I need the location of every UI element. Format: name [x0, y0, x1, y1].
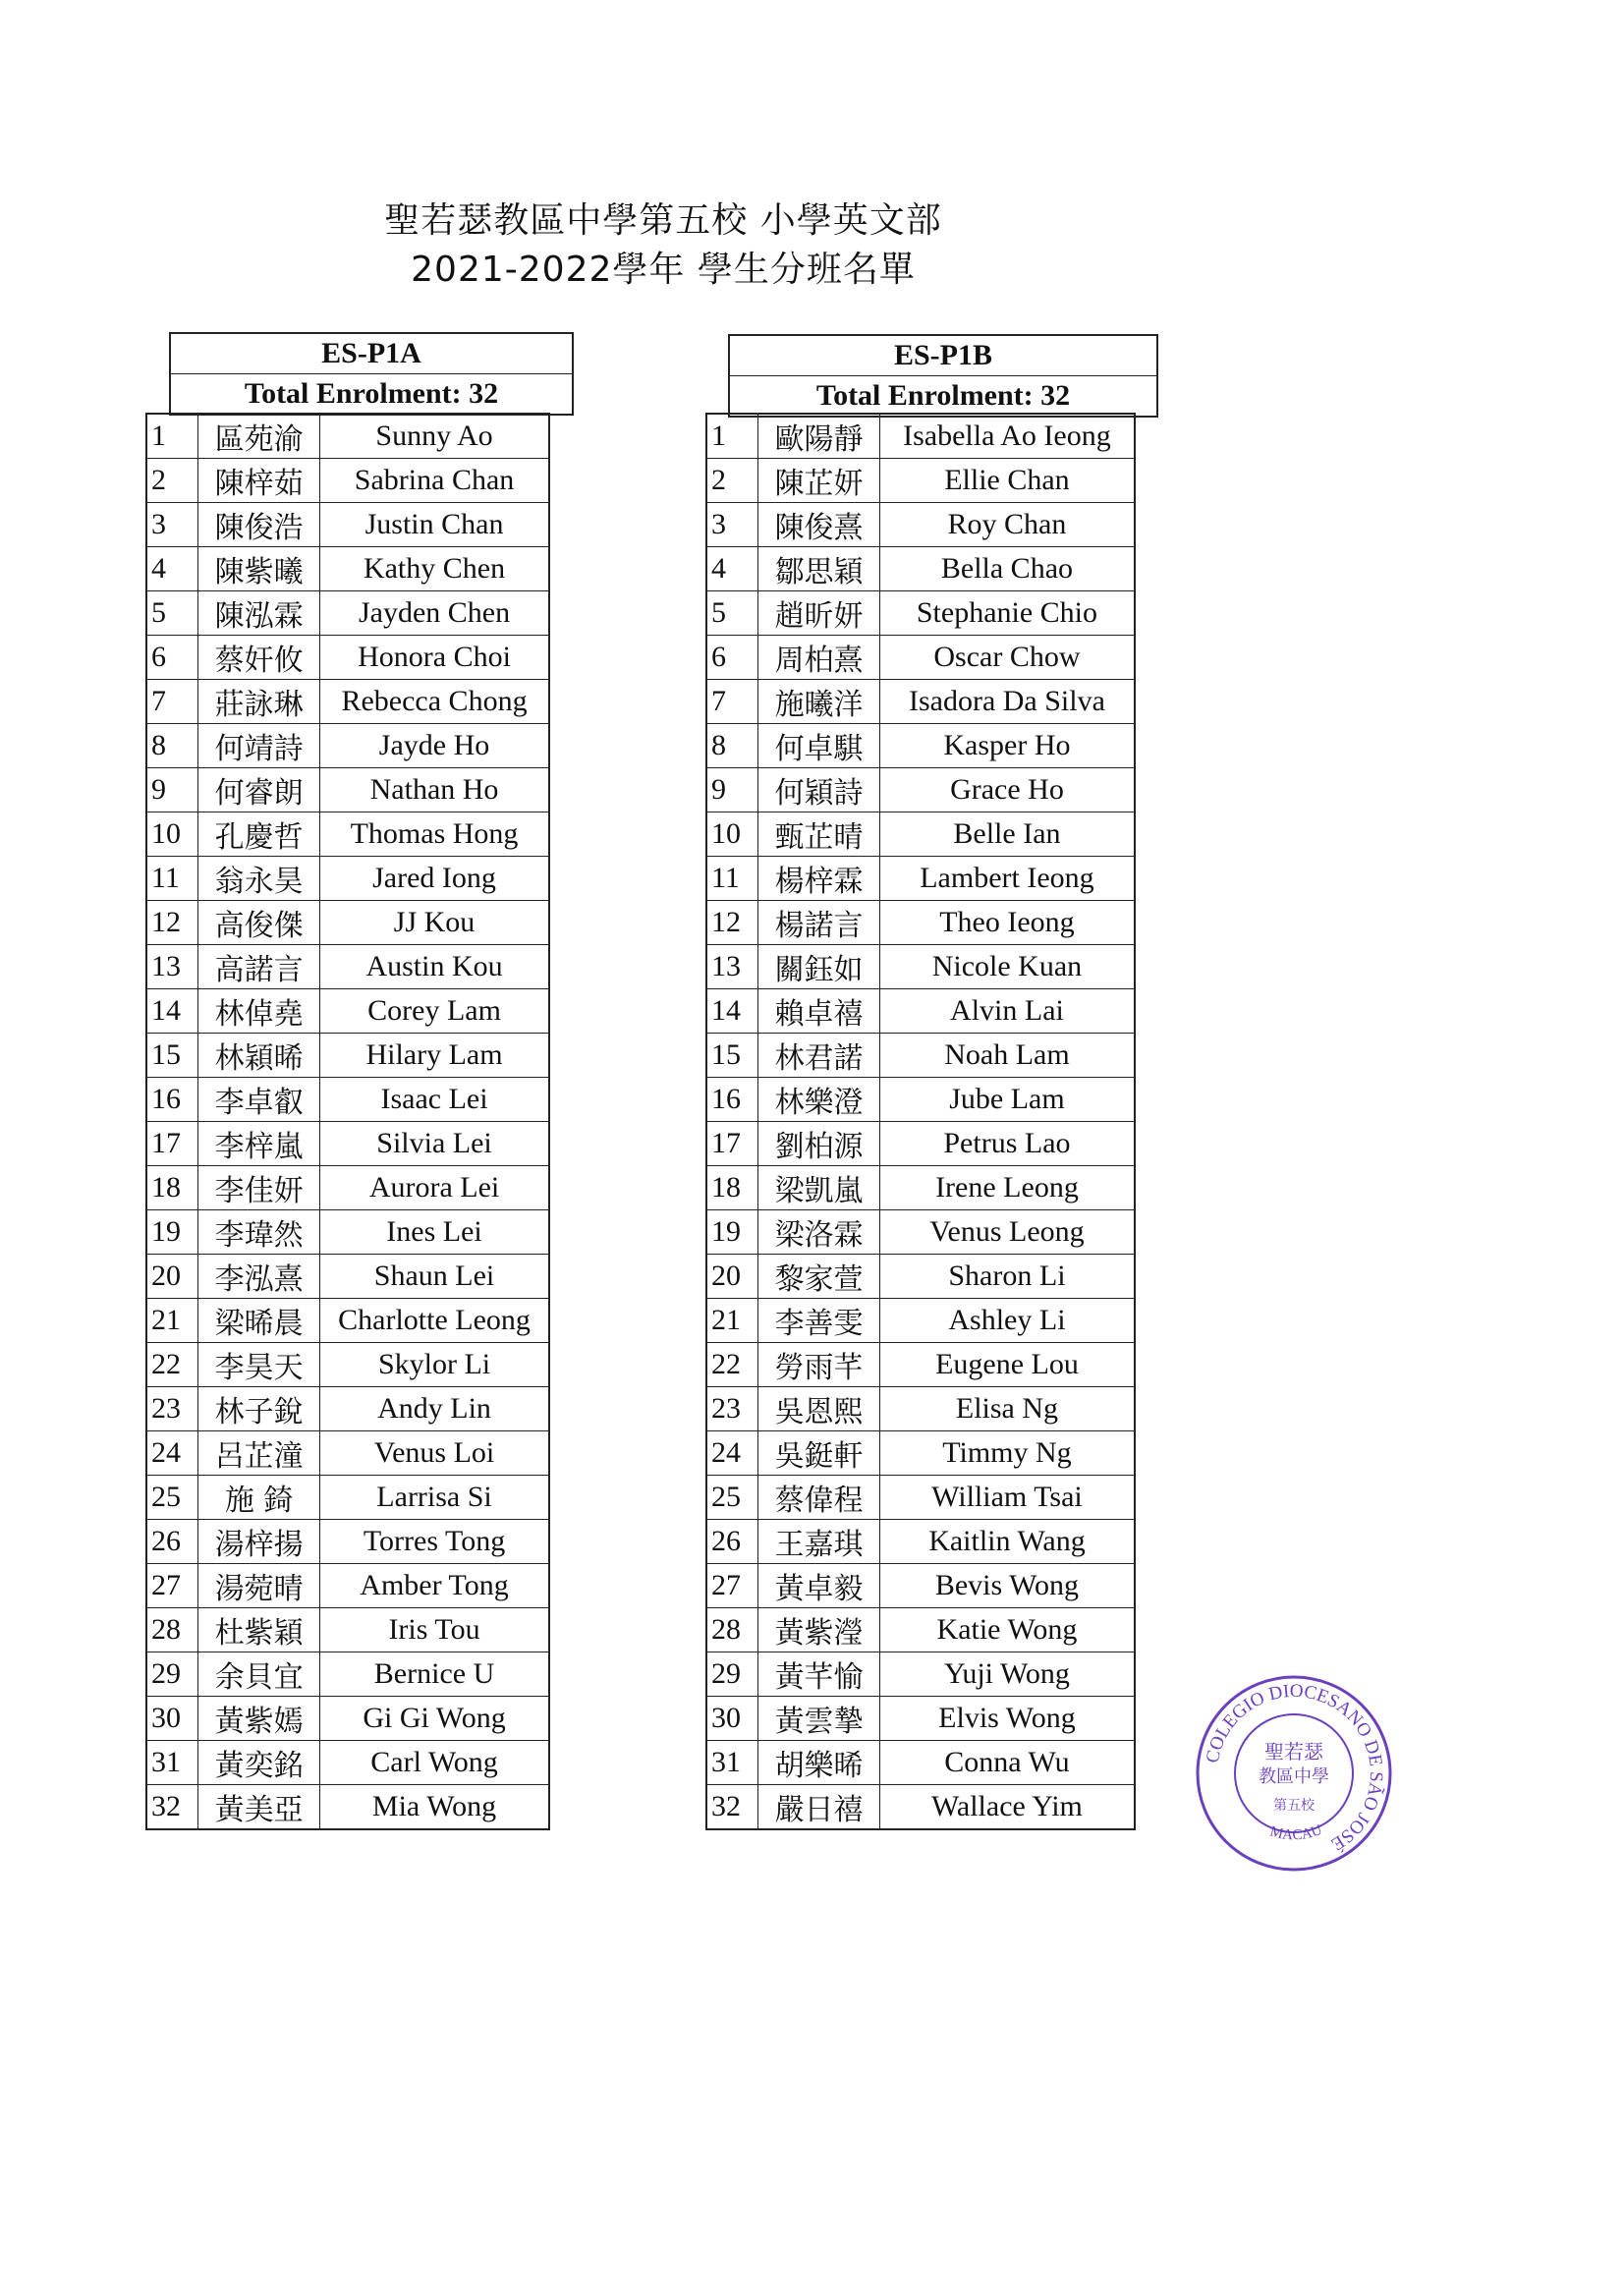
- student-number: 26: [706, 1520, 758, 1564]
- class-b-name: ES-P1B: [729, 335, 1157, 376]
- student-number: 17: [146, 1122, 198, 1166]
- student-number: 27: [146, 1564, 198, 1608]
- table-row: [706, 1255, 1135, 1299]
- student-chinese-name: 何睿朗: [198, 768, 320, 812]
- table-row: [706, 1299, 1135, 1343]
- page-title-line-1: 聖若瑟教區中學第五校 小學英文部: [384, 200, 942, 241]
- student-number: 20: [146, 1255, 198, 1299]
- table-row: [146, 1608, 549, 1652]
- student-chinese-name: 蔡奸攸: [198, 636, 320, 680]
- student-number: 15: [146, 1034, 198, 1078]
- table-row: [146, 459, 549, 503]
- student-english-name: Andy Lin: [320, 1387, 549, 1431]
- class-a-student-list: [146, 414, 549, 1829]
- student-chinese-name: 黃紫嫣: [198, 1697, 320, 1741]
- table-row: [706, 636, 1135, 680]
- class-b-header-table: [728, 334, 1158, 418]
- student-english-name: Isadora Da Silva: [879, 680, 1135, 724]
- student-chinese-name: 梁晞晨: [198, 1299, 320, 1343]
- student-english-name: Sabrina Chan: [320, 459, 549, 503]
- student-chinese-name: 趙昕妍: [758, 591, 880, 636]
- student-number: 1: [146, 414, 198, 459]
- student-chinese-name: 劉柏源: [758, 1122, 880, 1166]
- student-english-name: Isabella Ao Ieong: [879, 414, 1135, 459]
- student-english-name: Belle Ian: [879, 812, 1135, 857]
- student-english-name: Katie Wong: [879, 1608, 1135, 1652]
- student-english-name: Conna Wu: [879, 1741, 1135, 1785]
- student-chinese-name: 甄芷晴: [758, 812, 880, 857]
- student-chinese-name: 黃卓毅: [758, 1564, 880, 1608]
- student-chinese-name: 陳俊浩: [198, 503, 320, 547]
- student-chinese-name: 嚴日禧: [758, 1785, 880, 1830]
- school-seal-stamp: [1191, 1670, 1397, 1876]
- student-number: 23: [706, 1387, 758, 1431]
- student-chinese-name: 李善雯: [758, 1299, 880, 1343]
- student-number: 22: [146, 1343, 198, 1387]
- student-chinese-name: 歐陽靜: [758, 414, 880, 459]
- table-row: [706, 901, 1135, 945]
- table-row: [146, 1210, 549, 1255]
- student-english-name: Nicole Kuan: [879, 945, 1135, 989]
- student-chinese-name: 楊梓霖: [758, 857, 880, 901]
- student-number: 25: [706, 1476, 758, 1520]
- student-english-name: Sunny Ao: [320, 414, 549, 459]
- student-english-name: Timmy Ng: [879, 1431, 1135, 1476]
- student-number: 24: [146, 1431, 198, 1476]
- student-number: 20: [706, 1255, 758, 1299]
- student-english-name: Bernice U: [320, 1652, 549, 1697]
- student-chinese-name: 蔡偉程: [758, 1476, 880, 1520]
- student-chinese-name: 何靖詩: [198, 724, 320, 768]
- student-chinese-name: 黃奕銘: [198, 1741, 320, 1785]
- student-chinese-name: 黎家萱: [758, 1255, 880, 1299]
- student-english-name: Silvia Lei: [320, 1122, 549, 1166]
- student-english-name: Wallace Yim: [879, 1785, 1135, 1830]
- table-row: [706, 945, 1135, 989]
- student-chinese-name: 楊諾言: [758, 901, 880, 945]
- student-number: 15: [706, 1034, 758, 1078]
- student-english-name: Yuji Wong: [879, 1652, 1135, 1697]
- student-english-name: Thomas Hong: [320, 812, 549, 857]
- table-row: [146, 1078, 549, 1122]
- student-chinese-name: 何卓騏: [758, 724, 880, 768]
- student-chinese-name: 李泓熹: [198, 1255, 320, 1299]
- student-number: 6: [146, 636, 198, 680]
- table-row: [146, 857, 549, 901]
- student-english-name: Jube Lam: [879, 1078, 1135, 1122]
- student-english-name: Shaun Lei: [320, 1255, 549, 1299]
- student-chinese-name: 李昊天: [198, 1343, 320, 1387]
- student-chinese-name: 周柏熹: [758, 636, 880, 680]
- class-a-name: ES-P1A: [170, 333, 573, 374]
- student-number: 27: [706, 1564, 758, 1608]
- table-row: [706, 547, 1135, 591]
- seal-inner-line-3: 第五校: [1273, 1798, 1315, 1814]
- student-english-name: Nathan Ho: [320, 768, 549, 812]
- student-number: 21: [706, 1299, 758, 1343]
- student-chinese-name: 陳紫曦: [198, 547, 320, 591]
- student-chinese-name: 高諾言: [198, 945, 320, 989]
- student-chinese-name: 何穎詩: [758, 768, 880, 812]
- student-chinese-name: 林倬堯: [198, 989, 320, 1034]
- student-chinese-name: 黃美亞: [198, 1785, 320, 1830]
- student-number: 29: [146, 1652, 198, 1697]
- table-row: [146, 547, 549, 591]
- student-number: 3: [146, 503, 198, 547]
- student-english-name: Ashley Li: [879, 1299, 1135, 1343]
- student-number: 31: [706, 1741, 758, 1785]
- student-english-name: Skylor Li: [320, 1343, 549, 1387]
- student-english-name: Roy Chan: [879, 503, 1135, 547]
- class-a-total: Total Enrolment: 32: [170, 374, 573, 416]
- table-row: [146, 901, 549, 945]
- student-english-name: Bella Chao: [879, 547, 1135, 591]
- student-chinese-name: 陳泓霖: [198, 591, 320, 636]
- student-chinese-name: 梁凱嵐: [758, 1166, 880, 1210]
- student-english-name: Rebecca Chong: [320, 680, 549, 724]
- student-chinese-name: 湯梓揚: [198, 1520, 320, 1564]
- student-number: 13: [706, 945, 758, 989]
- student-english-name: Ellie Chan: [879, 459, 1135, 503]
- student-chinese-name: 林穎晞: [198, 1034, 320, 1078]
- student-number: 10: [706, 812, 758, 857]
- student-english-name: Justin Chan: [320, 503, 549, 547]
- table-row: [146, 1122, 549, 1166]
- student-chinese-name: 陳梓茹: [198, 459, 320, 503]
- student-number: 8: [706, 724, 758, 768]
- seal-bottom-text: MACAU: [1267, 1821, 1324, 1844]
- student-chinese-name: 鄒思穎: [758, 547, 880, 591]
- student-chinese-name: 吳鋌軒: [758, 1431, 880, 1476]
- table-row: [706, 1431, 1135, 1476]
- student-chinese-name: 高俊傑: [198, 901, 320, 945]
- student-english-name: Larrisa Si: [320, 1476, 549, 1520]
- table-row: [706, 414, 1135, 459]
- student-english-name: Kaitlin Wang: [879, 1520, 1135, 1564]
- student-number: 29: [706, 1652, 758, 1697]
- student-number: 9: [706, 768, 758, 812]
- student-number: 23: [146, 1387, 198, 1431]
- student-chinese-name: 陳芷妍: [758, 459, 880, 503]
- seal-ring-text: COLEGIO DIOCESANO DE SÃO JOSÉ: [1202, 1680, 1387, 1855]
- table-row: [146, 1166, 549, 1210]
- student-english-name: Stephanie Chio: [879, 591, 1135, 636]
- student-chinese-name: 林君諾: [758, 1034, 880, 1078]
- student-number: 11: [146, 857, 198, 901]
- table-row: [146, 1476, 549, 1520]
- student-english-name: Bevis Wong: [879, 1564, 1135, 1608]
- class-b-student-table: [705, 413, 1136, 1830]
- student-chinese-name: 勞雨芊: [758, 1343, 880, 1387]
- student-english-name: Noah Lam: [879, 1034, 1135, 1078]
- student-chinese-name: 李瑋然: [198, 1210, 320, 1255]
- student-chinese-name: 李梓嵐: [198, 1122, 320, 1166]
- student-chinese-name: 黃芊愉: [758, 1652, 880, 1697]
- table-row: [146, 414, 549, 459]
- student-number: 14: [706, 989, 758, 1034]
- student-chinese-name: 莊詠琳: [198, 680, 320, 724]
- student-english-name: Elvis Wong: [879, 1697, 1135, 1741]
- student-number: 12: [706, 901, 758, 945]
- student-number: 12: [146, 901, 198, 945]
- class-b-total: Total Enrolment: 32: [729, 376, 1157, 418]
- student-number: 22: [706, 1343, 758, 1387]
- student-number: 7: [706, 680, 758, 724]
- student-english-name: Grace Ho: [879, 768, 1135, 812]
- student-number: 1: [706, 414, 758, 459]
- student-chinese-name: 林子銳: [198, 1387, 320, 1431]
- student-number: 25: [146, 1476, 198, 1520]
- student-chinese-name: 施曦洋: [758, 680, 880, 724]
- student-english-name: Honora Choi: [320, 636, 549, 680]
- student-chinese-name: 賴卓禧: [758, 989, 880, 1034]
- table-row: [706, 857, 1135, 901]
- student-chinese-name: 翁永昊: [198, 857, 320, 901]
- student-chinese-name: 李佳妍: [198, 1166, 320, 1210]
- student-number: 2: [146, 459, 198, 503]
- student-number: 7: [146, 680, 198, 724]
- table-row: [706, 503, 1135, 547]
- student-english-name: Venus Leong: [879, 1210, 1135, 1255]
- table-row: [706, 1608, 1135, 1652]
- student-english-name: Amber Tong: [320, 1564, 549, 1608]
- student-chinese-name: 關鈺如: [758, 945, 880, 989]
- student-english-name: Alvin Lai: [879, 989, 1135, 1034]
- student-english-name: Eugene Lou: [879, 1343, 1135, 1387]
- student-number: 3: [706, 503, 758, 547]
- student-english-name: Venus Loi: [320, 1431, 549, 1476]
- table-row: [146, 1034, 549, 1078]
- table-row: [706, 1387, 1135, 1431]
- student-number: 9: [146, 768, 198, 812]
- table-row: [146, 1652, 549, 1697]
- student-number: 5: [146, 591, 198, 636]
- student-english-name: Gi Gi Wong: [320, 1697, 549, 1741]
- student-number: 19: [706, 1210, 758, 1255]
- table-row: [146, 503, 549, 547]
- table-row: [146, 591, 549, 636]
- student-chinese-name: 胡樂晞: [758, 1741, 880, 1785]
- student-number: 5: [706, 591, 758, 636]
- student-number: 16: [146, 1078, 198, 1122]
- table-row: [706, 680, 1135, 724]
- student-number: 31: [146, 1741, 198, 1785]
- page-title-line-2: 2021-2022學年 學生分班名單: [411, 250, 916, 290]
- table-row: [706, 1122, 1135, 1166]
- table-row: [706, 591, 1135, 636]
- student-number: 4: [706, 547, 758, 591]
- student-english-name: Hilary Lam: [320, 1034, 549, 1078]
- student-chinese-name: 呂芷潼: [198, 1431, 320, 1476]
- student-number: 30: [146, 1697, 198, 1741]
- student-number: 32: [706, 1785, 758, 1830]
- student-chinese-name: 黃雲摯: [758, 1697, 880, 1741]
- student-number: 28: [146, 1608, 198, 1652]
- student-english-name: Elisa Ng: [879, 1387, 1135, 1431]
- student-number: 28: [706, 1608, 758, 1652]
- student-number: 19: [146, 1210, 198, 1255]
- student-english-name: Mia Wong: [320, 1785, 549, 1830]
- table-row: [706, 1741, 1135, 1785]
- table-row: [146, 680, 549, 724]
- student-number: 14: [146, 989, 198, 1034]
- table-row: [146, 1697, 549, 1741]
- student-number: 8: [146, 724, 198, 768]
- table-row: [706, 1697, 1135, 1741]
- student-chinese-name: 區苑渝: [198, 414, 320, 459]
- student-english-name: Austin Kou: [320, 945, 549, 989]
- student-chinese-name: 杜紫穎: [198, 1608, 320, 1652]
- student-english-name: Irene Leong: [879, 1166, 1135, 1210]
- student-english-name: Carl Wong: [320, 1741, 549, 1785]
- table-row: [146, 1564, 549, 1608]
- table-row: [706, 989, 1135, 1034]
- student-number: 4: [146, 547, 198, 591]
- student-english-name: Sharon Li: [879, 1255, 1135, 1299]
- student-english-name: Isaac Lei: [320, 1078, 549, 1122]
- table-row: [146, 1299, 549, 1343]
- table-row: [706, 1166, 1135, 1210]
- table-row: [146, 812, 549, 857]
- student-english-name: Oscar Chow: [879, 636, 1135, 680]
- student-english-name: Aurora Lei: [320, 1166, 549, 1210]
- student-english-name: Corey Lam: [320, 989, 549, 1034]
- student-number: 18: [706, 1166, 758, 1210]
- student-chinese-name: 黃紫瀅: [758, 1608, 880, 1652]
- table-row: [146, 1431, 549, 1476]
- student-number: 13: [146, 945, 198, 989]
- student-english-name: William Tsai: [879, 1476, 1135, 1520]
- student-chinese-name: 余貝宜: [198, 1652, 320, 1697]
- student-english-name: Theo Ieong: [879, 901, 1135, 945]
- table-row: [706, 1343, 1135, 1387]
- student-english-name: JJ Kou: [320, 901, 549, 945]
- student-number: 26: [146, 1520, 198, 1564]
- table-row: [706, 1476, 1135, 1520]
- student-english-name: Torres Tong: [320, 1520, 549, 1564]
- table-row: [146, 945, 549, 989]
- table-row: [706, 1210, 1135, 1255]
- student-chinese-name: 陳俊熹: [758, 503, 880, 547]
- student-number: 2: [706, 459, 758, 503]
- student-chinese-name: 湯菀晴: [198, 1564, 320, 1608]
- table-row: [146, 1387, 549, 1431]
- seal-inner-line-1: 聖若瑟: [1264, 1740, 1323, 1764]
- student-chinese-name: 梁洛霖: [758, 1210, 880, 1255]
- student-english-name: Kasper Ho: [879, 724, 1135, 768]
- table-row: [146, 636, 549, 680]
- class-a-header-table: [169, 332, 574, 416]
- student-chinese-name: 吳恩熙: [758, 1387, 880, 1431]
- student-number: 16: [706, 1078, 758, 1122]
- student-number: 6: [706, 636, 758, 680]
- table-row: [146, 768, 549, 812]
- table-row: [146, 1255, 549, 1299]
- table-row: [706, 1034, 1135, 1078]
- student-number: 18: [146, 1166, 198, 1210]
- table-row: [146, 989, 549, 1034]
- table-row: [706, 1652, 1135, 1697]
- table-row: [706, 1078, 1135, 1122]
- student-number: 11: [706, 857, 758, 901]
- table-row: [146, 724, 549, 768]
- table-row: [706, 724, 1135, 768]
- student-english-name: Lambert Ieong: [879, 857, 1135, 901]
- student-chinese-name: 王嘉琪: [758, 1520, 880, 1564]
- table-row: [706, 1520, 1135, 1564]
- student-chinese-name: 施 錡: [198, 1476, 320, 1520]
- class-a-student-table: [145, 413, 550, 1830]
- student-number: 21: [146, 1299, 198, 1343]
- student-english-name: Jared Iong: [320, 857, 549, 901]
- table-row: [706, 812, 1135, 857]
- table-row: [146, 1785, 549, 1830]
- table-row: [706, 768, 1135, 812]
- table-row: [706, 459, 1135, 503]
- student-number: 10: [146, 812, 198, 857]
- table-row: [146, 1741, 549, 1785]
- class-b-student-list: [706, 414, 1135, 1829]
- table-row: [146, 1520, 549, 1564]
- student-english-name: Iris Tou: [320, 1608, 549, 1652]
- student-chinese-name: 林樂澄: [758, 1078, 880, 1122]
- seal-inner-line-2: 教區中學: [1259, 1766, 1329, 1787]
- table-row: [706, 1785, 1135, 1830]
- student-english-name: Jayden Chen: [320, 591, 549, 636]
- student-english-name: Petrus Lao: [879, 1122, 1135, 1166]
- student-number: 24: [706, 1431, 758, 1476]
- student-english-name: Charlotte Leong: [320, 1299, 549, 1343]
- student-english-name: Jayde Ho: [320, 724, 549, 768]
- student-number: 17: [706, 1122, 758, 1166]
- student-chinese-name: 李卓叡: [198, 1078, 320, 1122]
- table-row: [146, 1343, 549, 1387]
- student-number: 30: [706, 1697, 758, 1741]
- table-row: [706, 1564, 1135, 1608]
- student-number: 32: [146, 1785, 198, 1830]
- student-english-name: Kathy Chen: [320, 547, 549, 591]
- student-chinese-name: 孔慶哲: [198, 812, 320, 857]
- student-english-name: Ines Lei: [320, 1210, 549, 1255]
